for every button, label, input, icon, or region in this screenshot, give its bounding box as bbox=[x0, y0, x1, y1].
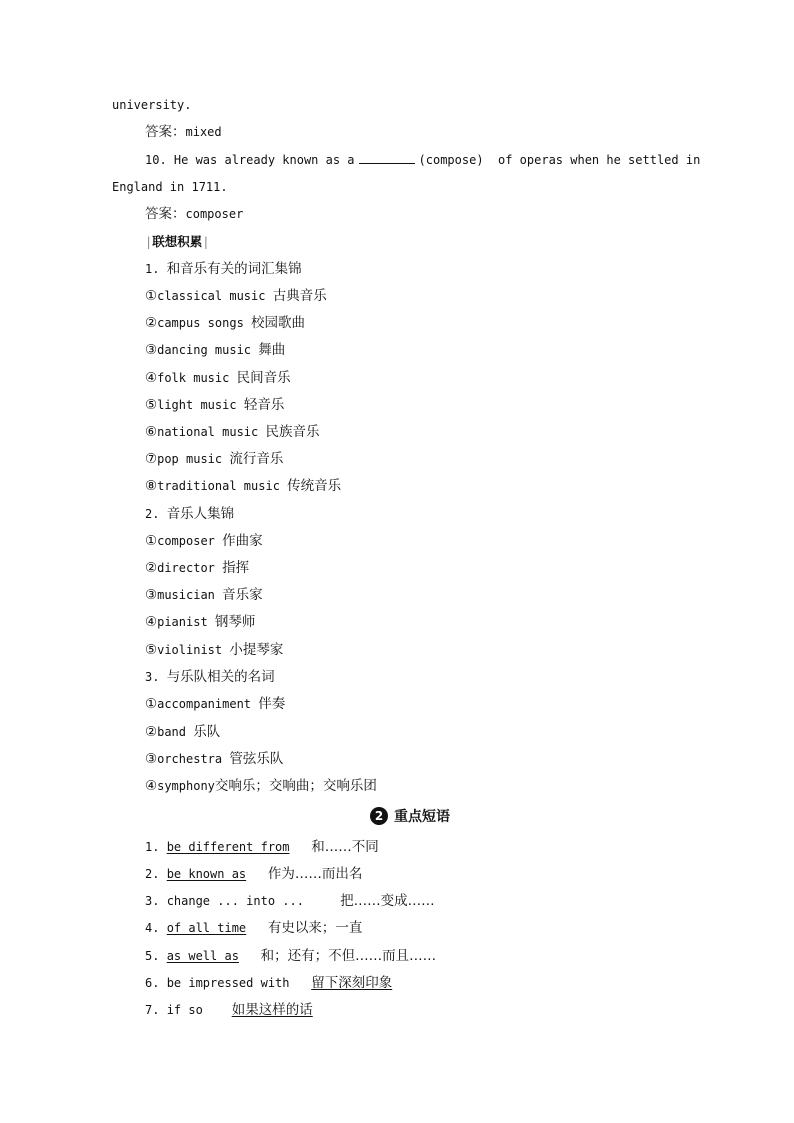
q10-line2 bbox=[112, 179, 228, 195]
phrase-num: 6. bbox=[145, 976, 160, 990]
list-item bbox=[145, 315, 305, 331]
group3-title bbox=[145, 669, 275, 685]
phrase-num: 1. bbox=[145, 840, 160, 854]
item-mark: ① bbox=[145, 533, 158, 549]
section-number-badge: 2 bbox=[370, 807, 388, 825]
item-zh: 钢琴师 bbox=[214, 614, 256, 630]
list-item bbox=[145, 342, 285, 358]
phrase-en: be different from bbox=[166, 840, 290, 854]
heading-bar-left: | bbox=[145, 235, 153, 249]
group1-num: 1. bbox=[145, 262, 160, 276]
list-item bbox=[145, 614, 255, 630]
list-item bbox=[145, 724, 220, 740]
list-item bbox=[145, 397, 284, 413]
list-item bbox=[145, 288, 327, 304]
item-zh: 指挥 bbox=[222, 560, 250, 576]
item-en: classical music bbox=[157, 289, 266, 303]
phrase-row bbox=[145, 839, 379, 855]
item-zh: 流行音乐 bbox=[229, 451, 284, 467]
item-mark: ② bbox=[145, 315, 158, 331]
item-zh: 作曲家 bbox=[222, 533, 263, 549]
item-zh: 音乐家 bbox=[222, 587, 263, 603]
list-item bbox=[145, 424, 320, 440]
group2-title bbox=[145, 506, 234, 522]
phrase-en: be known as bbox=[166, 867, 247, 881]
phrase-zh: 把……变成…… bbox=[340, 893, 435, 909]
item-mark: ⑧ bbox=[145, 478, 158, 494]
q10-answer-label: 答案： bbox=[145, 206, 186, 222]
group2-num: 2. bbox=[145, 507, 160, 521]
item-en: dancing music bbox=[157, 343, 252, 357]
item-mark: ⑥ bbox=[145, 424, 158, 440]
item-en: symphony bbox=[157, 779, 215, 793]
group1-title-text: 和音乐有关的词汇集锦 bbox=[166, 261, 302, 277]
list-item bbox=[145, 560, 249, 576]
item-zh: 乐队 bbox=[193, 724, 221, 740]
item-mark: ④ bbox=[145, 614, 158, 630]
section2-title: 重点短语 bbox=[394, 809, 450, 825]
list-item bbox=[145, 642, 283, 658]
item-zh: 古典音乐 bbox=[272, 288, 327, 304]
q10-hint: (compose) bbox=[418, 153, 484, 167]
list-item bbox=[145, 451, 283, 467]
item-mark: ③ bbox=[145, 587, 158, 603]
q9-answer: mixed bbox=[185, 125, 222, 139]
q9-answer-label: 答案： bbox=[145, 124, 186, 140]
item-en: national music bbox=[157, 425, 259, 439]
q10-suffix: of operas when he settled in bbox=[498, 153, 701, 167]
item-mark: ③ bbox=[145, 342, 158, 358]
phrase-zh: 如果这样的话 bbox=[231, 1002, 313, 1018]
item-en: pianist bbox=[157, 615, 208, 629]
phrase-en: change ... into ... bbox=[166, 894, 304, 908]
phrase-zh: 和……不同 bbox=[311, 839, 379, 855]
phrase-row bbox=[145, 1002, 313, 1018]
phrase-num: 4. bbox=[145, 921, 160, 935]
item-zh: 传统音乐 bbox=[287, 478, 342, 494]
item-mark: ⑦ bbox=[145, 451, 158, 467]
list-item bbox=[145, 533, 263, 549]
phrase-en: if so bbox=[166, 1003, 203, 1017]
phrase-row bbox=[145, 893, 435, 909]
phrase-row bbox=[145, 920, 362, 936]
group1-title bbox=[145, 261, 302, 277]
item-mark: ② bbox=[145, 560, 158, 576]
list-item bbox=[145, 696, 285, 712]
q10-answer: composer bbox=[185, 207, 244, 221]
item-en: violinist bbox=[157, 643, 223, 657]
item-mark: ③ bbox=[145, 751, 158, 767]
phrase-num: 3. bbox=[145, 894, 160, 908]
item-en: director bbox=[157, 561, 215, 575]
item-zh: 小提琴家 bbox=[229, 642, 284, 658]
q9-tail: university. bbox=[112, 98, 192, 112]
item-zh: 舞曲 bbox=[258, 342, 286, 358]
item-zh: 管弦乐队 bbox=[229, 751, 284, 767]
item-en: musician bbox=[157, 588, 215, 602]
item-en: composer bbox=[157, 534, 215, 548]
q10-line1 bbox=[145, 152, 700, 168]
assoc-heading-text: 联想积累 bbox=[152, 234, 203, 249]
group2-title-text: 音乐人集锦 bbox=[166, 506, 235, 522]
group3-num: 3. bbox=[145, 670, 160, 684]
phrase-en: be impressed with bbox=[166, 976, 290, 990]
q10-prefix: 10. He was already known as a bbox=[145, 153, 355, 167]
item-mark: ④ bbox=[145, 778, 158, 794]
phrase-num: 5. bbox=[145, 949, 160, 963]
q10-line2-text: England in 1711. bbox=[112, 180, 228, 194]
item-zh: 民间音乐 bbox=[236, 370, 291, 386]
assoc-heading bbox=[145, 234, 209, 250]
item-mark: ⑤ bbox=[145, 642, 158, 658]
item-en: traditional music bbox=[157, 479, 280, 493]
section2-heading bbox=[370, 806, 450, 826]
item-zh: 校园歌曲 bbox=[251, 315, 306, 331]
item-en: accompaniment bbox=[157, 697, 252, 711]
item-en: pop music bbox=[157, 452, 223, 466]
list-item bbox=[145, 751, 283, 767]
item-mark: ① bbox=[145, 696, 158, 712]
item-en: orchestra bbox=[157, 752, 223, 766]
list-item bbox=[145, 778, 377, 794]
item-zh: 轻音乐 bbox=[243, 397, 285, 413]
q9-answer-line bbox=[145, 124, 222, 140]
phrase-zh: 留下深刻印象 bbox=[311, 975, 393, 991]
item-en: band bbox=[157, 725, 187, 739]
list-item bbox=[145, 478, 341, 494]
q10-answer-line bbox=[145, 206, 243, 222]
q9-text-tail bbox=[112, 97, 191, 113]
group3-title-text: 与乐队相关的名词 bbox=[166, 669, 275, 685]
item-en: campus songs bbox=[157, 316, 244, 330]
item-en: folk music bbox=[157, 371, 230, 385]
item-mark: ⑤ bbox=[145, 397, 158, 413]
item-zh: 交响乐；交响曲；交响乐团 bbox=[214, 778, 377, 794]
phrase-zh: 有史以来；一直 bbox=[267, 920, 363, 936]
heading-bar-right: | bbox=[202, 235, 210, 249]
list-item bbox=[145, 587, 263, 603]
phrase-row bbox=[145, 948, 436, 964]
item-zh: 民族音乐 bbox=[265, 424, 320, 440]
item-mark: ① bbox=[145, 288, 158, 304]
phrase-num: 2. bbox=[145, 867, 160, 881]
item-en: light music bbox=[157, 398, 237, 412]
item-mark: ④ bbox=[145, 370, 158, 386]
phrase-row bbox=[145, 866, 362, 882]
phrase-zh: 和；还有；不但……而且…… bbox=[260, 948, 437, 964]
phrase-en: of all time bbox=[166, 921, 247, 935]
list-item bbox=[145, 370, 291, 386]
phrase-num: 7. bbox=[145, 1003, 160, 1017]
phrase-en: as well as bbox=[166, 949, 239, 963]
phrase-zh: 作为……而出名 bbox=[267, 866, 363, 882]
item-mark: ② bbox=[145, 724, 158, 740]
q10-blank bbox=[359, 152, 415, 164]
phrase-row bbox=[145, 975, 392, 991]
item-zh: 伴奏 bbox=[258, 696, 286, 712]
